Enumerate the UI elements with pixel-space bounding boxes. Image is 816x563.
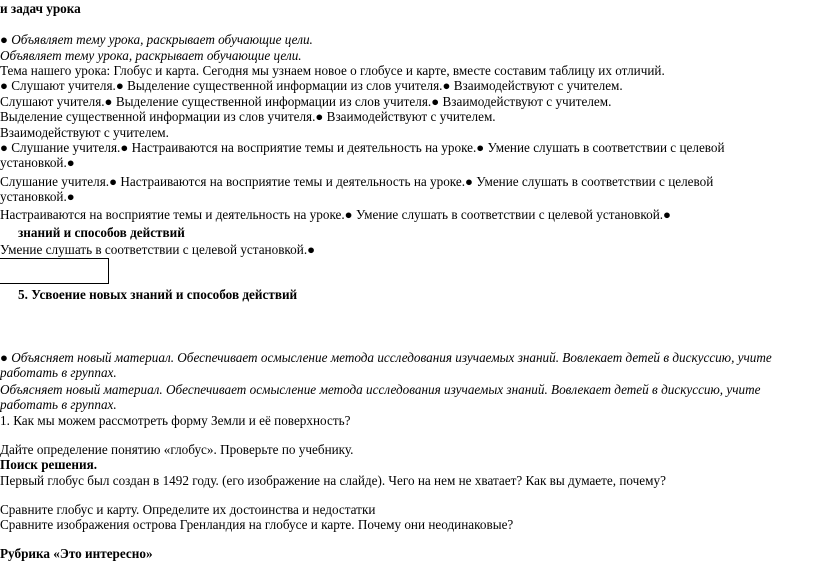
uud-line: Слушание учителя.● Настраиваются на восприятие темы и деятельность на уроке.● Умение слушать в соответствии с целевой bbox=[0, 174, 714, 189]
table-cell-border bbox=[0, 258, 109, 284]
task-line: Дайте определение понятию «глобус». Проверьте по учебнику. bbox=[0, 442, 354, 457]
stage-heading-fragment: знаний и способов действий bbox=[18, 225, 185, 240]
teacher-activity-line: ● Объявляет тему урока, раскрывает обучающие цели. bbox=[0, 32, 313, 47]
uud-line: ● Слушание учителя.● Настраиваются на восприятие темы и деятельность на уроке.● Умение слушать в соответствии с целевой bbox=[0, 140, 725, 155]
task-line: Первый глобус был создан в 1492 году. (его изображение на слайде). Чего на нем не хватает? Как вы думаете, почему? bbox=[0, 473, 666, 488]
student-activity-line: Взаимодействуют с учителем. bbox=[0, 125, 169, 140]
section-heading-goals: и задач урока bbox=[0, 1, 81, 16]
uud-line: установкой.● bbox=[0, 155, 75, 170]
teacher-activity-line: работать в группах. bbox=[0, 397, 117, 412]
student-activity-line: ● Слушают учителя.● Выделение существенной информации из слов учителя.● Взаимодействуют с учителем. bbox=[0, 78, 623, 93]
task-line: Сравните глобус и карту. Определите их достоинства и недостатки bbox=[0, 502, 376, 517]
teacher-activity-line: ● Объясняет новый материал. Обеспечивает осмысление метода исследования изучаемых знаний. Вовлекает детей в дискуссию, учите bbox=[0, 350, 772, 365]
lesson-topic-line: Тема нашего урока: Глобус и карта. Сегодня мы узнаем новое о глобусе и карте, вместе составим таблицу их отличий. bbox=[0, 63, 665, 78]
teacher-activity-line: работать в группах. bbox=[0, 365, 117, 380]
student-activity-line: Выделение существенной информации из слов учителя.● Взаимодействуют с учителем. bbox=[0, 109, 496, 124]
task-line: Сравните изображения острова Гренландия на глобусе и карте. Почему они неодинаковые? bbox=[0, 517, 514, 532]
uud-line: Настраиваются на восприятие темы и деятельность на уроке.● Умение слушать в соответствии с целевой установкой.● bbox=[0, 207, 672, 222]
subheading-interesting: Рубрика «Это интересно» bbox=[0, 546, 153, 561]
uud-line: установкой.● bbox=[0, 189, 75, 204]
uud-line: Умение слушать в соответствии с целевой установкой.● bbox=[0, 242, 316, 257]
subheading-solution-search: Поиск решения. bbox=[0, 457, 98, 472]
student-activity-line: Слушают учителя.● Выделение существенной информации из слов учителя.● Взаимодействуют с учителем. bbox=[0, 94, 612, 109]
teacher-activity-line: Объявляет тему урока, раскрывает обучающие цели. bbox=[0, 48, 302, 63]
teacher-activity-line: Объясняет новый материал. Обеспечивает осмысление метода исследования изучаемых знаний. Вовлекает детей в дискуссию, учите bbox=[0, 382, 761, 397]
stage-heading: 5. Усвоение новых знаний и способов действий bbox=[18, 287, 298, 302]
question-line: 1. Как мы можем рассмотреть форму Земли и её поверхность? bbox=[0, 413, 351, 428]
